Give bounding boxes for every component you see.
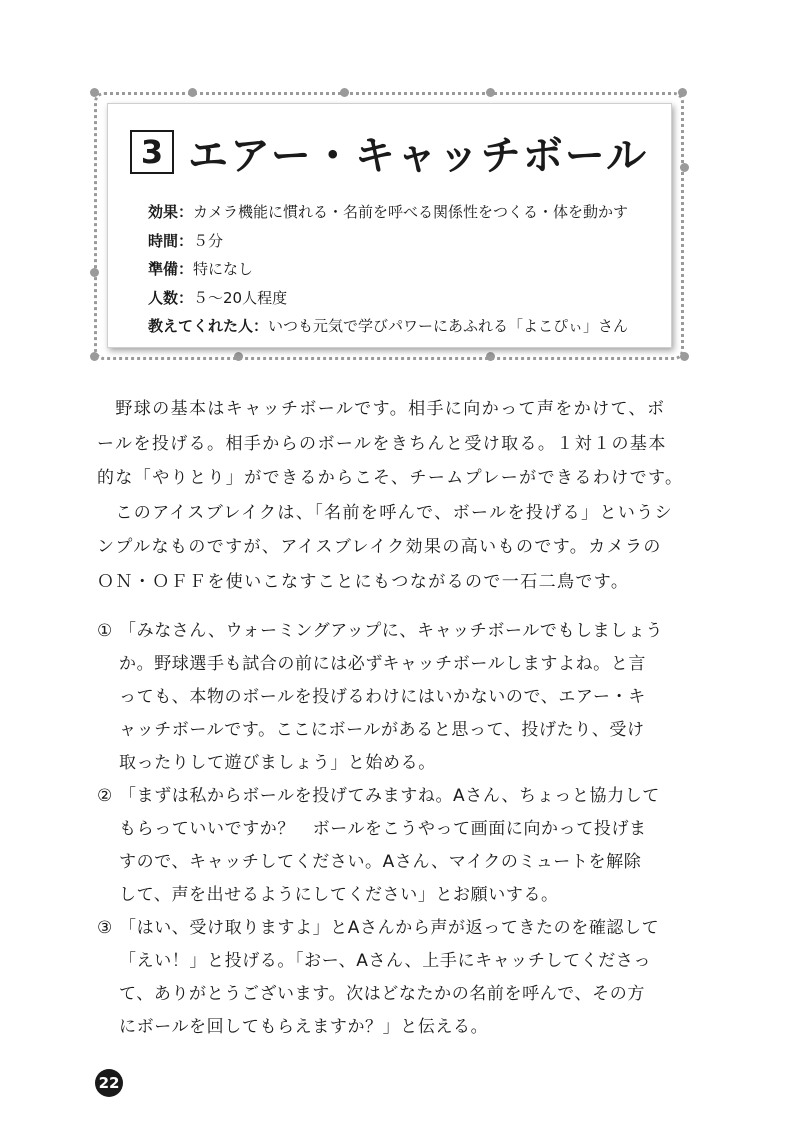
step-line: か。野球選手も試合の前には必ずキャッチボールしますよね。と言 [119, 654, 646, 674]
frame-dot [188, 88, 197, 97]
step-line: っても、本物のボールを投げるわけにはいかないので、エアー・キ [119, 687, 646, 707]
frame-dot [90, 268, 99, 277]
info-value: ５～20人程度 [193, 288, 288, 307]
paragraph-line: このアイスブレイクは、「名前を呼んで、ボールを投げる」というシ [97, 502, 674, 523]
frame-dot [678, 88, 687, 97]
step-line: 「まずは私からボールを投げてみますね。Aさん、ちょっと協力して [119, 786, 660, 806]
frame-dot [680, 163, 689, 172]
step-line: て、ありがとうございます。次はどなたかの名前を呼んで、その方 [119, 984, 645, 1004]
frame-dot [90, 352, 99, 361]
step-line: にボールを回してもらえますか？」と伝える。 [119, 1017, 489, 1037]
activity-title-text: エアー・キャッチボール [188, 132, 648, 179]
info-label: 時間： [148, 231, 194, 250]
frame-dot [680, 352, 689, 361]
paragraph-line: 野球の基本はキャッチボールです。相手に向かって声をかけて、ボ [97, 399, 666, 419]
page-number: 22 [95, 1069, 123, 1097]
info-effect [148, 198, 668, 227]
info-value: カメラ機能に慣れる・名前を呼べる関係性をつくる・体を動かす [193, 203, 629, 221]
info-participants [148, 284, 668, 313]
step-item [97, 780, 701, 912]
step-line: 取ったりして遊びましょう」と始める。 [119, 753, 436, 773]
step-line: 「えい！」と投げる。「おー、Aさん、上手にキャッチしてくださっ [119, 951, 652, 971]
info-label: 準備： [148, 260, 194, 278]
paragraph-line: ンプルなものですが、アイスブレイク効果の高いものです。カメラの [97, 537, 662, 557]
info-label: 教えてくれた人： [148, 317, 269, 335]
steps-list [97, 615, 701, 1044]
step-marker: ① [97, 621, 113, 641]
step-line: すので、キャッチしてください。Aさん、マイクのミュートを解除 [119, 852, 642, 872]
paragraph-line: 的な「やりとり」ができるからこそ、チームプレーができるわけです。 [97, 468, 684, 488]
step-marker: ③ [97, 918, 113, 938]
step-line: 「はい、受け取りますよ」とAさんから声が返ってきたのを確認して [119, 918, 660, 938]
activity-info [148, 198, 668, 341]
step-line: して、声を出せるようにしてください」とお願いする。 [119, 885, 559, 905]
frame-dot [486, 88, 495, 97]
info-label: 人数： [148, 288, 194, 307]
frame-dot [486, 352, 495, 361]
info-time [148, 227, 668, 256]
info-preparation [148, 255, 668, 284]
step-line: 「みなさん、ウォーミングアップに、キャッチボールでもしましょう [119, 621, 664, 641]
step-marker: ② [97, 786, 113, 806]
info-value: ５分 [193, 231, 224, 250]
step-line: もらっていいですか？ ボールをこうやって画面に向かって投げま [119, 819, 647, 839]
paragraph-line: ールを投げる。相手からのボールをきちんと受け取る。１対１の基本 [97, 433, 667, 454]
frame-dot [340, 88, 349, 97]
intro-text [97, 392, 701, 599]
step-line: ャッチボールです。ここにボールがあると思って、投げたり、受け [119, 720, 645, 740]
info-label: 効果： [148, 203, 194, 221]
step-item [97, 912, 701, 1044]
info-contributor [148, 312, 668, 341]
frame-dot [90, 88, 99, 97]
info-value: 特になし [193, 260, 254, 278]
frame-dot [234, 352, 243, 361]
step-item [97, 615, 701, 780]
activity-title [130, 126, 648, 178]
info-value: いつも元気で学びパワーにあふれる「よこぴぃ」さん [268, 317, 629, 335]
paragraph-line: ＯＮ・ＯＦＦを使いこなすことにもつながるので一石二鳥です。 [97, 571, 630, 592]
activity-number: 3 [130, 130, 174, 174]
